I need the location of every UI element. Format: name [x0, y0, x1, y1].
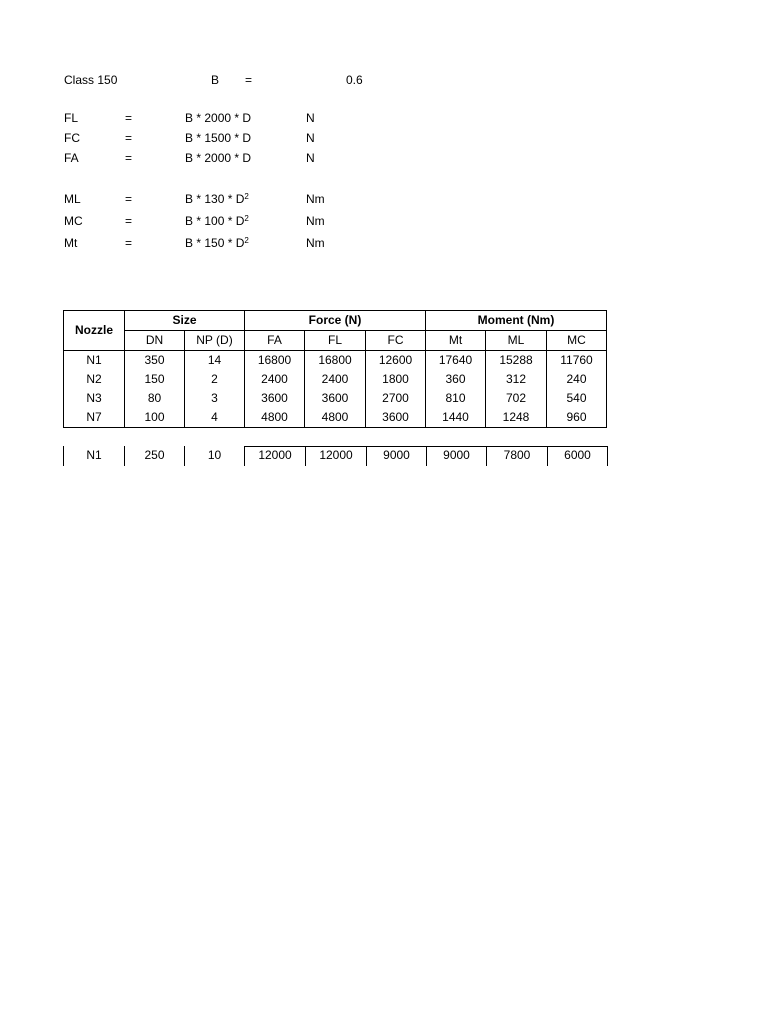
- formula-equals: =: [125, 131, 133, 145]
- formula-expression: B * 150 * D: [185, 236, 245, 250]
- formula-equals: =: [125, 111, 133, 125]
- table-cell: 1440: [426, 408, 486, 428]
- formula-expression: B * 2000 * D: [185, 111, 252, 125]
- column-header: FL: [305, 331, 366, 351]
- formula-exponent: 2: [244, 192, 249, 201]
- formula-equals: =: [125, 236, 133, 250]
- table-row: [64, 351, 607, 371]
- formula-expression-wrap: [185, 214, 249, 228]
- cell-divider: [607, 446, 608, 466]
- table-cell: 2700: [366, 389, 426, 408]
- formula-unit: N: [306, 111, 315, 125]
- table-cell: 9000: [443, 448, 470, 462]
- table-cell: 3600: [305, 389, 366, 408]
- table-cell: 2400: [305, 370, 366, 389]
- size-header: Size: [125, 311, 245, 331]
- table-cell: 4800: [245, 408, 305, 428]
- table-cell: 80: [125, 389, 185, 408]
- column-header: NP (D): [185, 331, 245, 351]
- formula-expression: B * 1500 * D: [185, 131, 252, 145]
- column-header: FA: [245, 331, 305, 351]
- table-cell: 3: [185, 389, 245, 408]
- table-cell: 1800: [366, 370, 426, 389]
- table-cell: 240: [547, 370, 607, 389]
- formula-unit: Nm: [306, 236, 325, 250]
- formula-name: FA: [64, 151, 79, 165]
- table-cell: 9000: [383, 448, 410, 462]
- formula-expression: B * 2000 * D: [185, 151, 252, 165]
- table-cell: 1248: [486, 408, 547, 428]
- column-header: MC: [547, 331, 607, 351]
- table-row: [64, 370, 607, 389]
- table-row: [64, 389, 607, 408]
- table-cell: 16800: [305, 351, 366, 371]
- formula-exponent: 2: [244, 236, 249, 245]
- table-cell: N1: [86, 448, 102, 462]
- moment-header: Moment (Nm): [426, 311, 607, 331]
- column-header: FC: [366, 331, 426, 351]
- class-label: Class 150: [64, 73, 118, 87]
- formula-name: ML: [64, 192, 81, 206]
- table-cell: 6000: [564, 448, 591, 462]
- formula-unit: Nm: [306, 214, 325, 228]
- column-header: ML: [486, 331, 547, 351]
- nozzle-header: Nozzle: [64, 311, 125, 351]
- b-symbol: B: [211, 73, 220, 87]
- table-cell: 360: [426, 370, 486, 389]
- formula-expression-wrap: [185, 192, 249, 206]
- table-cell: 702: [486, 389, 547, 408]
- table-cell: 15288: [486, 351, 547, 371]
- table-cell: 17640: [426, 351, 486, 371]
- table-cell: N3: [64, 389, 125, 408]
- table-cell: 14: [185, 351, 245, 371]
- b-value: 0.6: [346, 73, 363, 87]
- formula-name: FL: [64, 111, 79, 125]
- formula-expression-wrap: [185, 236, 249, 250]
- table-cell: 100: [125, 408, 185, 428]
- formula-unit: N: [306, 151, 315, 165]
- table-cell: 2400: [245, 370, 305, 389]
- table-cell: 12600: [366, 351, 426, 371]
- table-cell: 350: [125, 351, 185, 371]
- table-cell: 7800: [503, 448, 531, 462]
- formula-equals: =: [125, 192, 133, 206]
- column-header: DN: [125, 331, 185, 351]
- table-cell: 540: [547, 389, 607, 408]
- table-cell: N1: [64, 351, 125, 371]
- formula-name: MC: [64, 214, 83, 228]
- table-cell: 810: [426, 389, 486, 408]
- table-cell: 16800: [245, 351, 305, 371]
- table-cell: 2: [185, 370, 245, 389]
- table-cell: N7: [64, 408, 125, 428]
- table-cell: 11760: [547, 351, 607, 371]
- table-row: [64, 408, 607, 428]
- table-cell: 3600: [366, 408, 426, 428]
- formula-unit: Nm: [306, 192, 325, 206]
- table-cell: 12000: [258, 448, 292, 462]
- b-equals: =: [245, 73, 253, 87]
- table-cell: 150: [125, 370, 185, 389]
- nozzle-load-table: [63, 310, 607, 428]
- table-cell: 960: [547, 408, 607, 428]
- column-header: Mt: [426, 331, 486, 351]
- formula-name: FC: [64, 131, 80, 145]
- table-cell: 3600: [245, 389, 305, 408]
- formula-expression: B * 130 * D: [185, 192, 245, 206]
- table-cell: 4800: [305, 408, 366, 428]
- table-cell: 10: [207, 448, 222, 462]
- force-header: Force (N): [245, 311, 426, 331]
- formula-equals: =: [125, 214, 133, 228]
- formula-expression: B * 100 * D: [185, 214, 245, 228]
- table-cell: 4: [185, 408, 245, 428]
- table-cell: N2: [64, 370, 125, 389]
- formula-equals: =: [125, 151, 133, 165]
- formula-exponent: 2: [244, 214, 249, 223]
- formula-unit: N: [306, 131, 315, 145]
- table-cell: 12000: [319, 448, 353, 462]
- sub-header-row: [64, 331, 607, 351]
- formula-name: Mt: [64, 236, 78, 250]
- table-cell: 312: [486, 370, 547, 389]
- table-cell: 250: [144, 448, 165, 462]
